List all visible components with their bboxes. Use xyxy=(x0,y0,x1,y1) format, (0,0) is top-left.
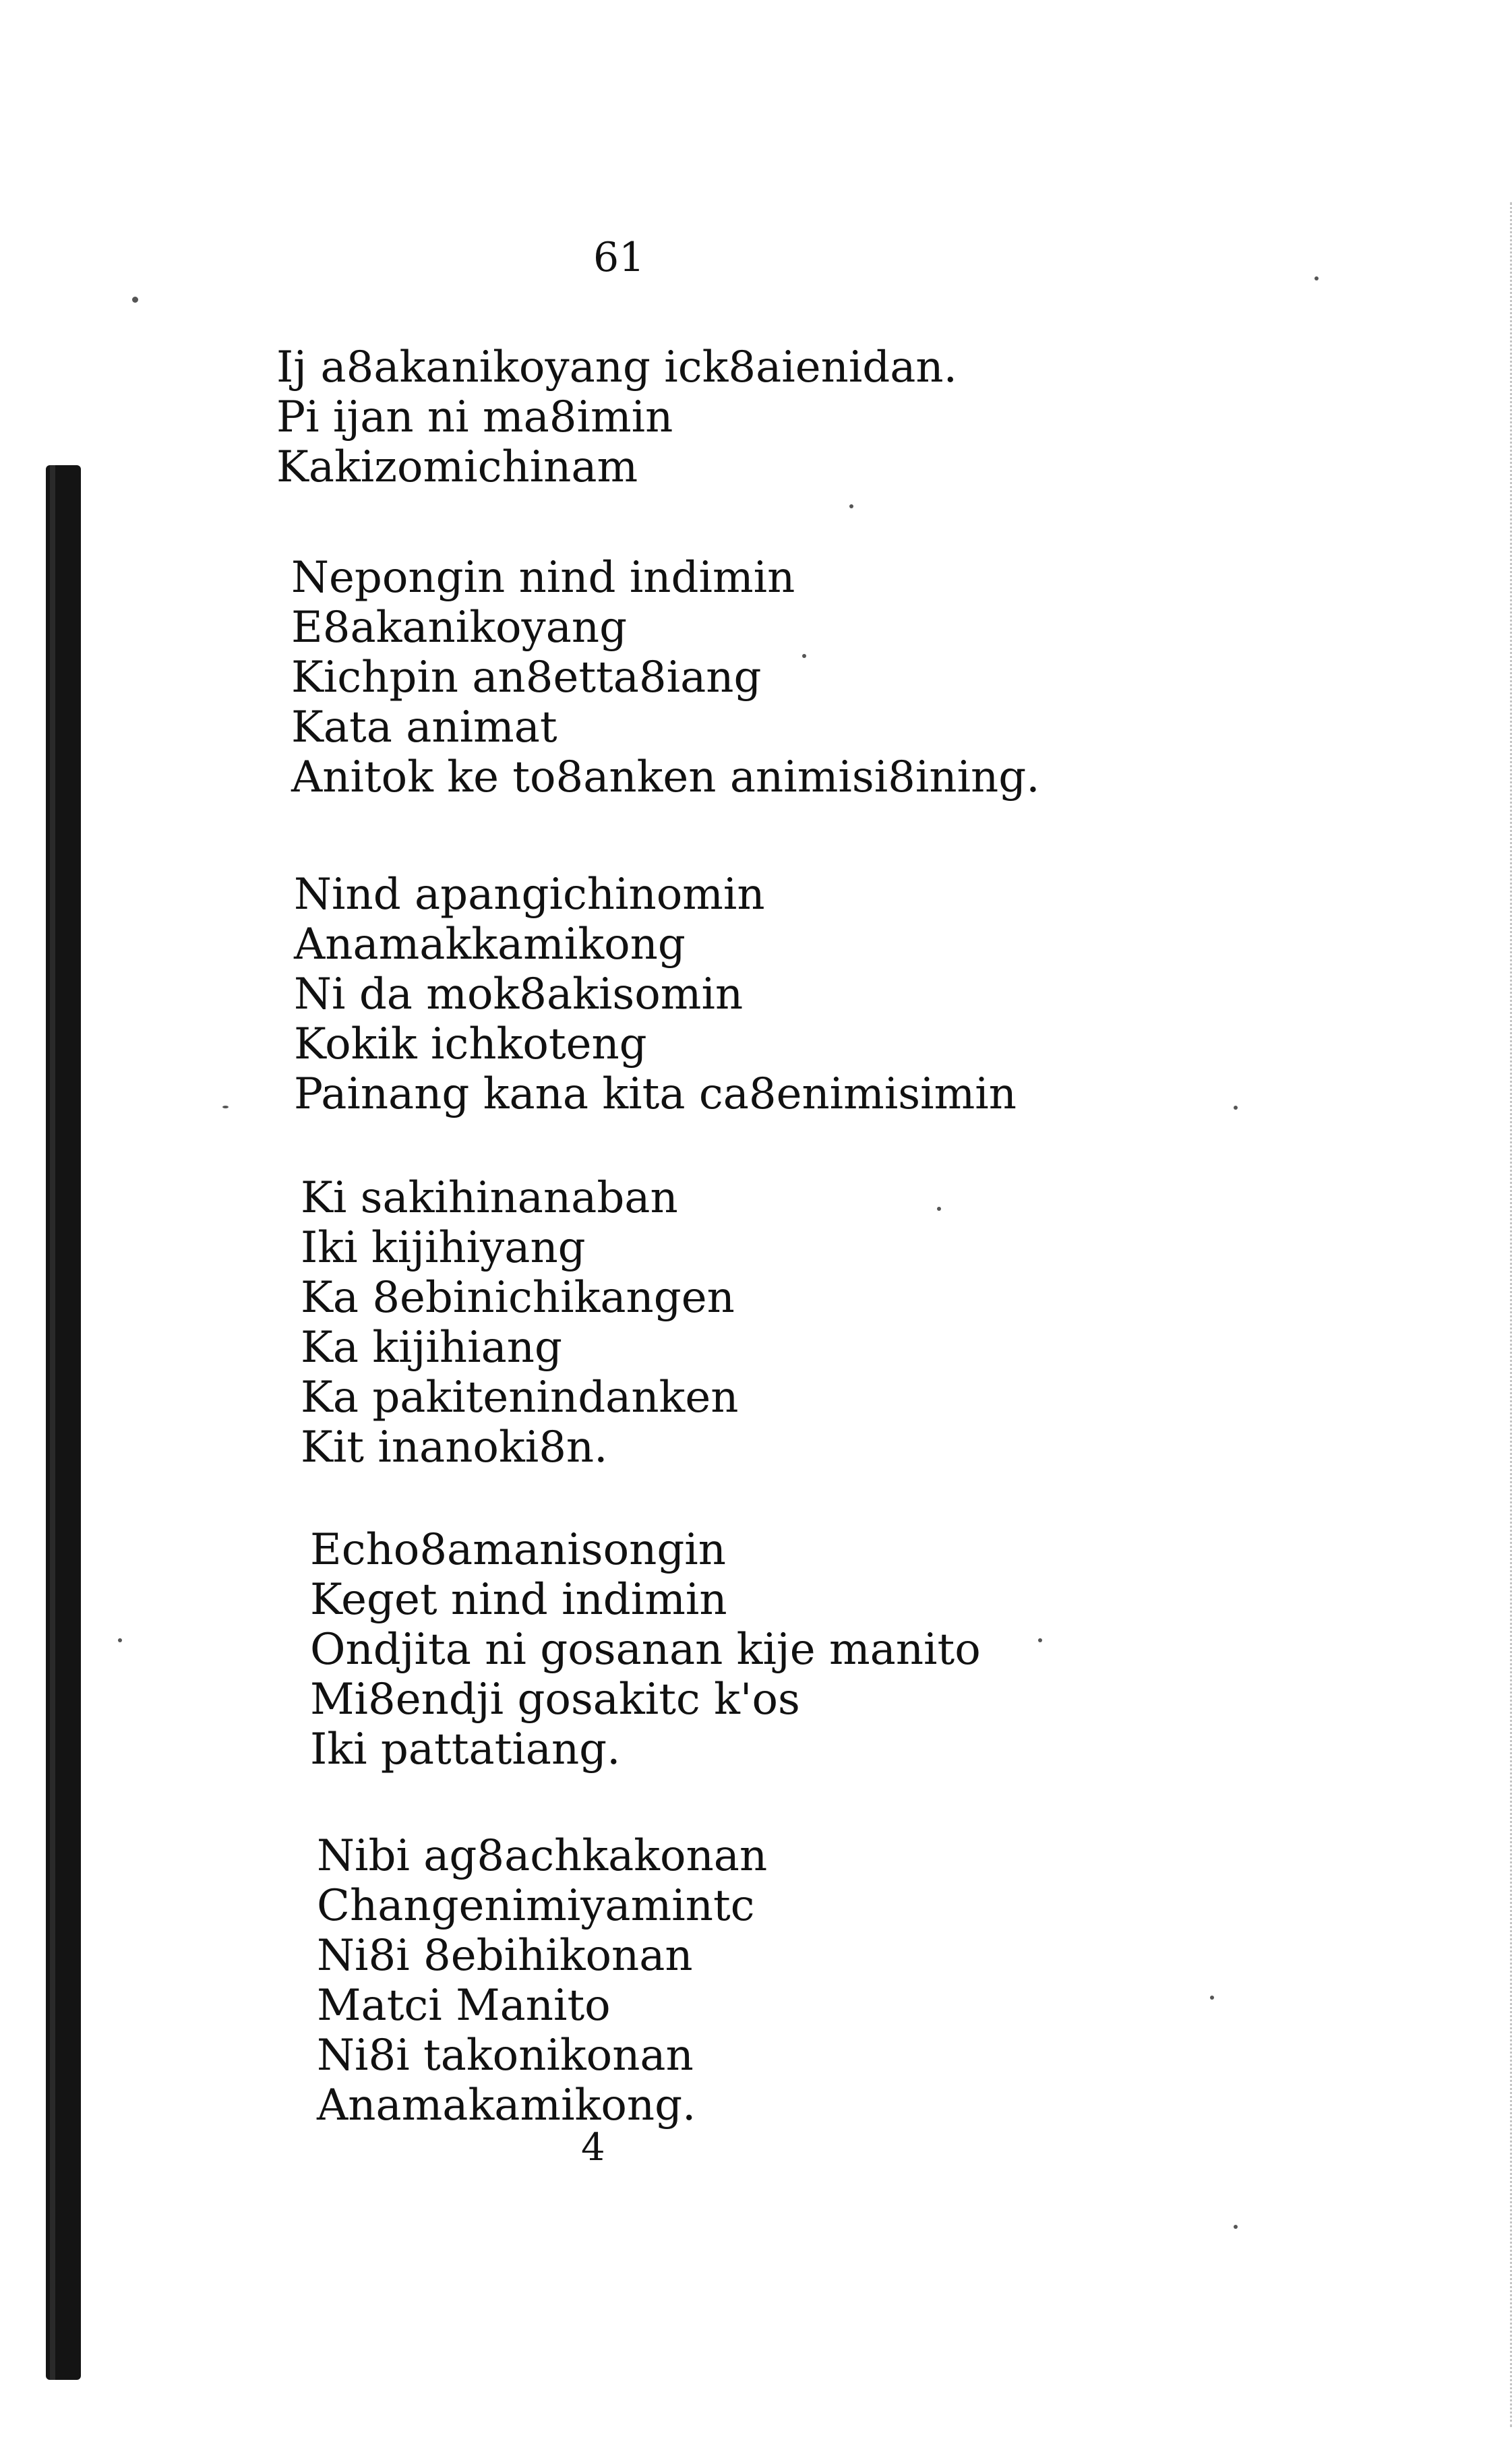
ink-speck xyxy=(849,504,853,508)
binding-shadow xyxy=(46,465,81,2380)
verse-line: Keget nind indimin xyxy=(310,1575,727,1625)
verse-line: Kakizomichinam xyxy=(276,442,638,492)
verse-line: Kit inanoki8n. xyxy=(301,1423,608,1472)
verse-line: Matci Manito xyxy=(317,1981,611,2031)
stanza-4 xyxy=(301,1173,738,1472)
ink-speck xyxy=(132,297,138,303)
ink-speck xyxy=(1234,1106,1238,1110)
ink-speck xyxy=(802,654,806,658)
ink-speck xyxy=(937,1207,941,1211)
verse-line: Anamakkamikong xyxy=(294,920,686,969)
verse-line: Ondjita ni gosanan kije manito xyxy=(310,1625,981,1675)
stanza-6 xyxy=(317,1831,767,2130)
verse-line: Kokik ichkoteng xyxy=(294,1019,647,1069)
verse-line: Iki kijihiyang xyxy=(301,1223,586,1273)
ink-speck xyxy=(118,1638,122,1642)
verse-line: Changenimiyamintc xyxy=(317,1881,755,1931)
verse-line: Kata animat xyxy=(291,702,557,752)
page-edge xyxy=(1509,202,1512,2427)
verse-line: Ni8i takonikonan xyxy=(317,2031,694,2081)
verse-line: Mi8endji gosakitc k'os xyxy=(310,1675,800,1725)
verse-line: Ni da mok8akisomin xyxy=(294,969,744,1019)
verse-line: Nind apangichinomin xyxy=(294,870,765,920)
verse-line: Ka kijihiang xyxy=(301,1323,562,1373)
stanza-2 xyxy=(291,553,1040,802)
ink-speck xyxy=(222,1106,229,1108)
stanza-5 xyxy=(310,1525,981,1774)
verse-line: E8akanikoyang xyxy=(291,603,628,653)
verse-line: Anamakamikong. xyxy=(317,2081,696,2130)
verse-line: Nepongin nind indimin xyxy=(291,553,795,603)
verse-line: Ka 8ebinichikangen xyxy=(301,1273,735,1323)
verse-line: Ni8i 8ebihikonan xyxy=(317,1931,693,1981)
verse-line: Anitok ke to8anken animisi8ining. xyxy=(291,752,1040,802)
verse-line: Painang kana kita ca8enimisimin xyxy=(294,1069,1017,1119)
verse-line: Ki sakihinanaban xyxy=(301,1173,678,1223)
stanza-1 xyxy=(276,342,957,492)
stanza-3 xyxy=(294,870,1017,1119)
verse-line: Echo8amanisongin xyxy=(310,1525,726,1575)
signature-mark: 4 xyxy=(581,2126,605,2170)
verse-line: Ij a8akanikoyang ick8aienidan. xyxy=(276,342,957,392)
verse-line: Nibi ag8achkakonan xyxy=(317,1831,768,1881)
ink-speck xyxy=(1314,276,1319,280)
verse-line: Ka pakitenindanken xyxy=(301,1373,739,1423)
ink-speck xyxy=(1210,1996,1214,2000)
verse-line: Kichpin an8etta8iang xyxy=(291,653,762,702)
page-number: 61 xyxy=(593,234,645,281)
ink-speck xyxy=(1234,2225,1238,2229)
verse-line: Pi ijan ni ma8imin xyxy=(276,392,673,442)
ink-speck xyxy=(1038,1638,1042,1642)
verse-line: Iki pattatiang. xyxy=(310,1725,621,1774)
